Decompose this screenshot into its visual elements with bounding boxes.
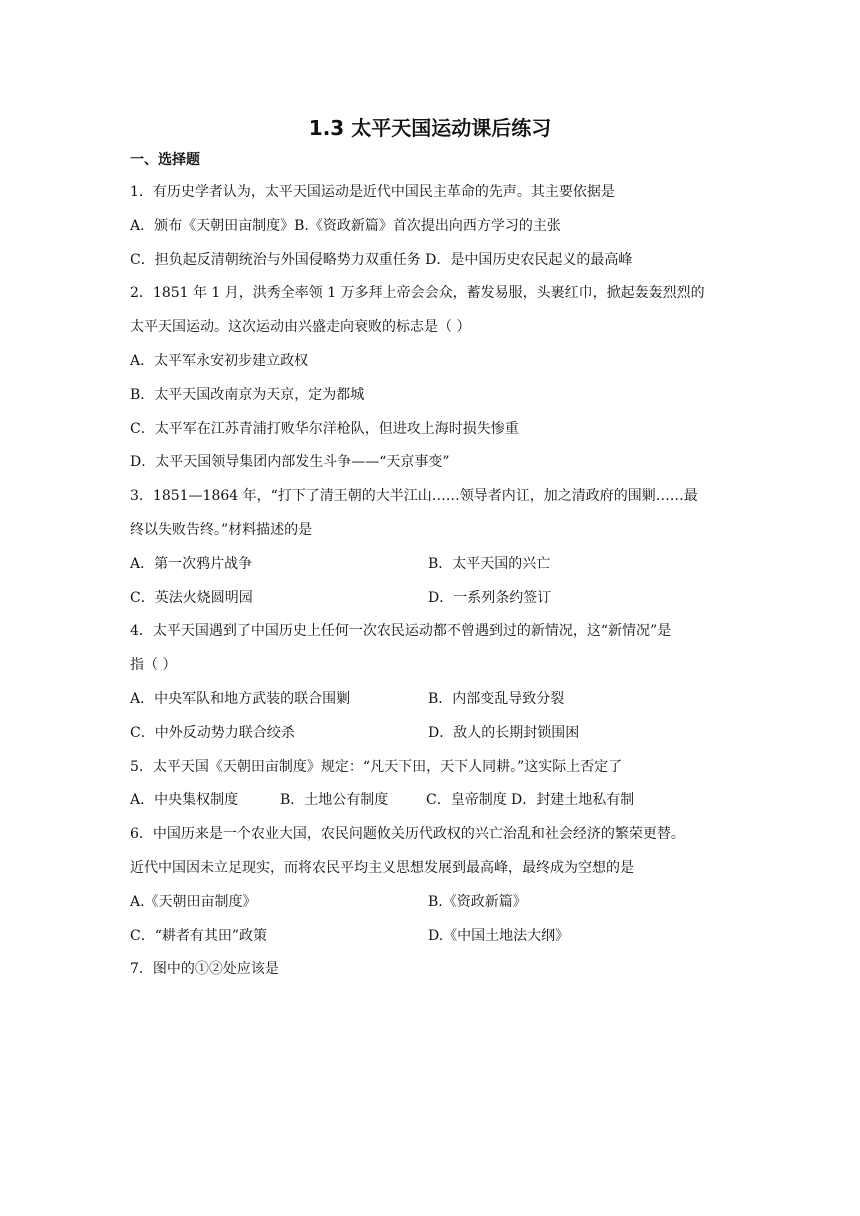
answer-option: C．皇帝制度 — [426, 792, 507, 809]
option-row — [130, 244, 735, 278]
answer-option: B．内部变乱导致分裂 — [428, 690, 565, 707]
section-heading: 一、选择题 — [130, 152, 200, 168]
option-row — [130, 413, 735, 447]
question-stem-line: 3．1851—1864 年，“打下了清王朝的大半江山……领导者内讧，加之清政府的围剿……最 — [130, 488, 698, 505]
question-list — [130, 176, 735, 987]
answer-option: D．一系列条约签订 — [428, 589, 552, 606]
document-title: 1.3 太平天国运动课后练习 — [308, 116, 552, 140]
answer-option: D．封建土地私有制 — [511, 792, 635, 809]
answer-option: D．敌人的长期封锁围困 — [428, 724, 580, 741]
option-row — [130, 784, 735, 818]
option-row — [130, 920, 735, 954]
answer-option: B．太平天国的兴亡 — [428, 555, 551, 572]
answer-option: D．太平天国领导集团内部发生斗争——“天京事变” — [130, 454, 450, 471]
answer-option: C．太平军在江苏青浦打败华尔洋枪队，但进攻上海时损失惨重 — [130, 420, 519, 437]
question-stem-line: 终以失败告终。”材料描述的是 — [130, 521, 313, 538]
answer-option: A．中央军队和地方武装的联合围剿 — [130, 690, 351, 707]
option-row — [130, 548, 735, 582]
answer-option: B．太平天国改南京为天京，定为都城 — [130, 386, 365, 403]
question-stem-line: 4．太平天国遇到了中国历史上任何一次农民运动都不曾遇到过的新情况，这“新情况”是 — [130, 623, 672, 640]
answer-option: B.《资政新篇》 — [428, 893, 527, 910]
answer-option: C．“耕者有其田”政策 — [130, 927, 268, 944]
option-row — [130, 683, 735, 717]
question-stem-line: 1．有历史学者认为，太平天国运动是近代中国民主革命的先声。其主要依据是 — [130, 184, 615, 200]
answer-option: B．土地公有制度 — [280, 792, 389, 809]
question-stem-line: 6．中国历来是一个农业大国，农民问题攸关历代政权的兴亡治乱和社会经济的繁荣更替。 — [130, 826, 685, 843]
answer-option: C．英法火烧圆明园 — [130, 589, 253, 606]
option-row — [130, 582, 735, 616]
option-row — [130, 446, 735, 480]
question-5 — [130, 751, 735, 819]
answer-option: A．颁布《天朝田亩制度》B.《资政新篇》首次提出向西方学习的主张 — [130, 217, 561, 234]
option-row — [130, 345, 735, 379]
question-stem-line: 近代中国因未立足现实，而将农民平均主义思想发展到最高峰，最终成为空想的是 — [130, 859, 634, 876]
option-row — [130, 886, 735, 920]
question-stem-line: 2．1851 年 1 月，洪秀全率领 1 万多拜上帝会会众，蓄发易服，头裹红巾，掀起轰轰烈烈的 — [130, 285, 705, 302]
answer-option: A.《天朝田亩制度》 — [130, 893, 257, 910]
answer-option: C．担负起反清朝统治与外国侵略势力双重任务 D．是中国历史农民起义的最高峰 — [130, 251, 633, 268]
question-1 — [130, 176, 735, 277]
question-3 — [130, 480, 735, 615]
answer-option: C．中外反动势力联合绞杀 — [130, 724, 295, 741]
question-6 — [130, 818, 735, 953]
question-stem-line: 太平天国运动。这次运动由兴盛走向衰败的标志是（ ） — [130, 319, 471, 336]
question-7 — [130, 953, 735, 987]
question-2 — [130, 277, 735, 480]
answer-option: A．第一次鸦片战争 — [130, 555, 253, 572]
question-4 — [130, 615, 735, 750]
question-stem-line: 指（ ） — [130, 657, 177, 674]
option-row — [130, 379, 735, 413]
answer-option: A．太平军永安初步建立政权 — [130, 352, 309, 369]
question-stem-line: 5．太平天国《天朝田亩制度》规定：“凡天下田，天下人同耕。”这实际上否定了 — [130, 758, 623, 775]
option-row — [130, 210, 735, 244]
answer-option: D.《中国土地法大纲》 — [428, 927, 570, 944]
option-row — [130, 717, 735, 751]
question-stem-line: 7．图中的①②处应该是 — [130, 961, 279, 978]
answer-option: A．中央集权制度 — [130, 792, 239, 809]
